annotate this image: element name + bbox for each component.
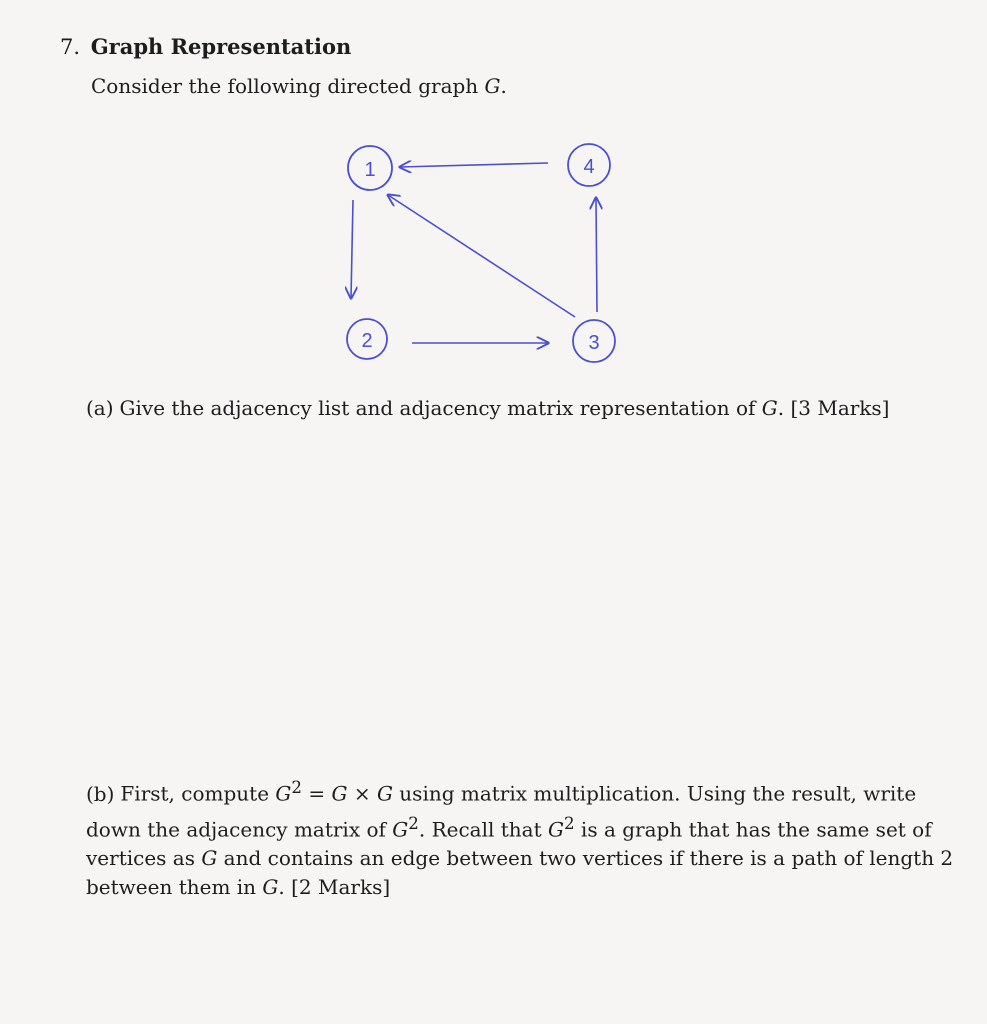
part-a-var: G [761,396,778,420]
question-number: 7. [60,35,81,59]
g-var: G [392,817,409,842]
g-var: G [376,781,393,806]
node-label-3: 3 [588,332,600,354]
edge-3-to-4 [596,198,597,312]
node-label-2: 2 [361,330,373,352]
intro-var: G [484,74,501,98]
part-b-text-5: and contains an edge between two vertices if there is a path of length 2 between them in [86,846,954,900]
intro-prefix: Consider the following directed graph [91,74,485,98]
edge-3-to-1 [388,195,575,317]
question-heading [60,34,351,59]
graph-node-1 [348,146,392,190]
edge-4-to-1 [400,163,548,167]
equals-sign: = [302,781,332,806]
part-a-text-suffix: . [3 Marks] [777,396,890,420]
part-a-text-prefix: Give the adjacency list and adjacency matrix representation of [119,396,762,420]
intro-suffix: . [500,74,507,98]
graph-node-2 [347,319,387,359]
g-var: G [331,781,348,806]
question-intro [91,74,507,98]
g-var: G [201,846,218,871]
part-a-question [86,396,966,420]
node-label-1: 1 [364,159,376,181]
times-sign: × [347,781,377,806]
squared-exponent: 2 [563,813,575,833]
graph-node-4 [568,144,610,186]
part-b-text-3: . Recall that [418,817,548,842]
node-label-4: 4 [583,156,595,178]
part-b-text-4: is a graph that has the same set of vertices as [86,817,932,871]
g-var: G [547,817,564,842]
part-b-text-2: using matrix multiplication. Using the result, write down the adjacency matrix of [86,781,917,842]
squared-exponent: 2 [291,778,302,797]
g-var: G [262,875,279,900]
edge-1-to-2 [351,200,353,298]
part-b-text-1: First, compute [120,781,276,806]
part-a-label: (a) [86,396,114,420]
graph-node-3 [573,320,615,362]
question-title: Graph Representation [90,34,352,59]
directed-graph [320,130,640,370]
part-b-label: (b) [86,781,115,806]
squared-exponent: 2 [408,813,419,833]
part-b-question [86,773,956,902]
part-b-text-6: . [2 Marks] [278,875,391,900]
g-var: G [275,781,292,806]
